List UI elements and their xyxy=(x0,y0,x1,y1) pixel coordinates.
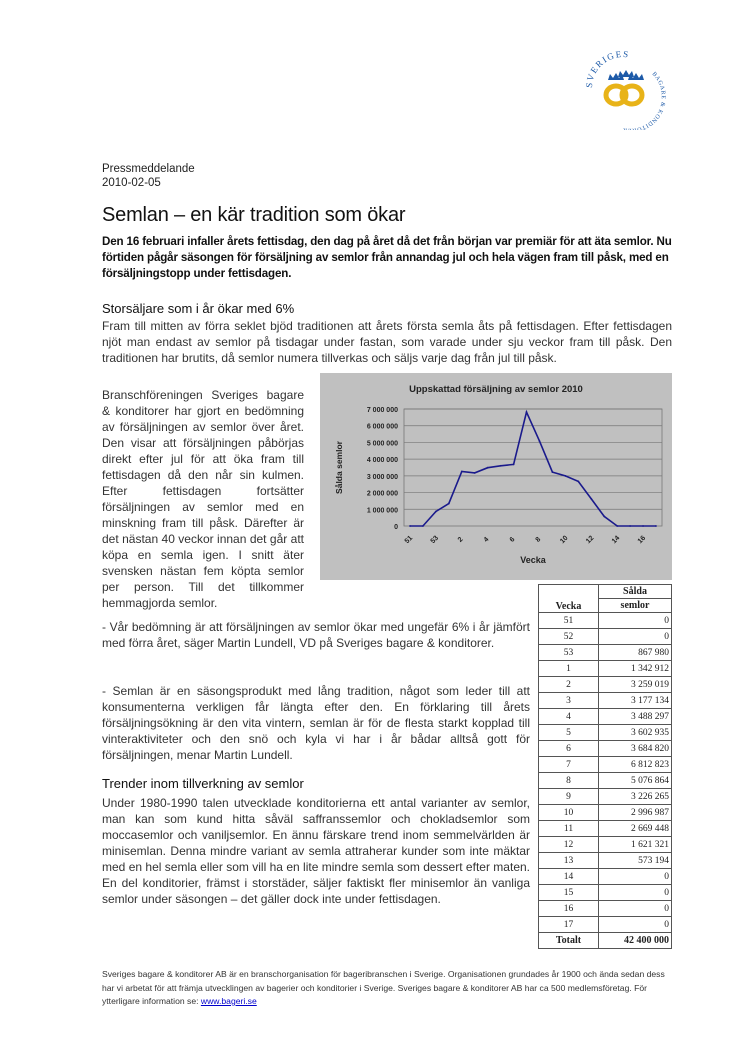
table-row xyxy=(539,837,672,853)
data-point xyxy=(435,511,437,513)
table-row xyxy=(539,869,672,885)
footer xyxy=(102,968,672,1009)
x-tick-label: 12 xyxy=(584,534,596,546)
table-row xyxy=(539,901,672,917)
y-tick-label: 0 xyxy=(394,524,398,531)
data-point xyxy=(629,525,631,527)
data-point xyxy=(552,471,554,473)
table-row xyxy=(539,645,672,661)
table-cell-week: 51 xyxy=(539,613,599,629)
data-point xyxy=(603,516,605,518)
x-tick-label: 4 xyxy=(482,536,491,544)
table-cell-week: 12 xyxy=(539,837,599,853)
table-cell-week: 1 xyxy=(539,661,599,677)
table-row xyxy=(539,613,672,629)
table-cell-value: 3 177 134 xyxy=(599,693,672,709)
table-cell-value: 0 xyxy=(599,869,672,885)
table-cell-week: 10 xyxy=(539,805,599,821)
data-point xyxy=(564,475,566,477)
trend-paragraph: Under 1980-1990 talen utvecklade konditorierna ett antal varianter av semlor, man kan som kund hitta såväl saffranssemlor och chokladsemlor som moccasemlor och vaniljsemlor. En ännu färskare trend inom semmelvärlden är minisemlan. Denna mindre variant av semla attraherar kunder som inte mäktar med en hel semla eller som vill ha en lite mindre semla som dessert efter maten. En del konditorier, främst i storstäder, säljer faktiskt fler minisemlor än vanliga semlor under säsongen – det gäller dock inte under fettisdagen. xyxy=(102,796,530,906)
table-cell-week: 2 xyxy=(539,677,599,693)
table-row xyxy=(539,789,672,805)
lead-paragraph: Den 16 februari infaller årets fettisdag, den dag på året då det från början var premiär för att äta semlor. Nu förtiden pågår säsongen för försäljning av semlor från annandag jul och hela vägen fram till påsk, med en försäljningstopp under fettisdagen. xyxy=(102,235,672,280)
table-row xyxy=(539,661,672,677)
quote-paragraph-1: - Vår bedömning är att försäljningen av semlor ökar med ungefär 6% i år jämfört med förra året, säger Martin Lundell, VD på Sveriges bagare & konditorer. xyxy=(102,620,530,650)
table-cell-week: 14 xyxy=(539,869,599,885)
table-total-label: Totalt xyxy=(539,933,599,949)
y-tick-label: 2 000 000 xyxy=(366,490,398,498)
data-point xyxy=(513,464,515,466)
table-cell-value: 1 621 321 xyxy=(599,837,672,853)
intro-paragraph: Fram till mitten av förra seklet bjöd traditionen att årets första semla åts på fettisdagen. Efter fettisdagen njöt man endast av semlor på tisdagar under fastan, som varade under sju veckor fram till påsk. Den traditionen har brutits, då semlor numera tillverkas och säljs varje dag från jul till påsk. xyxy=(102,319,672,365)
x-tick-label: 53 xyxy=(429,534,441,546)
x-tick-label: 2 xyxy=(456,536,465,544)
table-cell-value: 3 488 297 xyxy=(599,709,672,725)
logo-emblem xyxy=(578,40,668,130)
x-axis-label: Vecka xyxy=(520,555,546,565)
table-cell-week: 8 xyxy=(539,773,599,789)
data-point xyxy=(577,480,579,482)
y-axis-label: Sålda semlor xyxy=(334,441,344,494)
table-cell-value: 0 xyxy=(599,629,672,645)
table-row xyxy=(539,853,672,869)
svg-text:BAGARE & KONDITORER xyxy=(622,71,666,130)
press-date: 2010-02-05 xyxy=(102,177,161,189)
data-point xyxy=(474,472,476,474)
sales-chart-svg xyxy=(320,373,672,580)
table-cell-value: 6 812 823 xyxy=(599,757,672,773)
table-row xyxy=(539,693,672,709)
table-cell-week: 3 xyxy=(539,693,599,709)
table-cell-week: 9 xyxy=(539,789,599,805)
table-row xyxy=(539,629,672,645)
table-row xyxy=(539,917,672,933)
table-cell-value: 3 602 935 xyxy=(599,725,672,741)
table-cell-value: 1 342 912 xyxy=(599,661,672,677)
y-tick-label: 4 000 000 xyxy=(366,457,398,465)
data-point xyxy=(409,525,411,527)
data-point xyxy=(642,525,644,527)
table-row xyxy=(539,805,672,821)
table-total-value: 42 400 000 xyxy=(599,933,672,949)
table-cell-value: 0 xyxy=(599,917,672,933)
table-row xyxy=(539,725,672,741)
quote-paragraph-2: - Semlan är en säsongsprodukt med lång tradition, något som leder till att konsumenterna verkligen får längta efter den. En förklaring till årets försäljningsökning är den vita vintern, semlan är för de flesta starkt kopplad till vinteraktiviteter och den snö och kyla vi har i år bådar alltså gott för försäljningen, menar Martin Lundell. xyxy=(102,684,530,762)
table-cell-value: 2 996 987 xyxy=(599,805,672,821)
table-cell-value: 867 980 xyxy=(599,645,672,661)
chart-title: Uppskattad försäljning av semlor 2010 xyxy=(409,384,583,395)
table-cell-week: 7 xyxy=(539,757,599,773)
table-row xyxy=(539,677,672,693)
table-row xyxy=(539,885,672,901)
footer-link[interactable]: www.bageri.se xyxy=(200,996,257,1006)
x-tick-label: 51 xyxy=(403,534,415,546)
table-cell-week: 16 xyxy=(539,901,599,917)
table-cell-week: 52 xyxy=(539,629,599,645)
table-cell-week: 6 xyxy=(539,741,599,757)
table-header-week: Vecka xyxy=(539,585,599,613)
table-cell-week: 13 xyxy=(539,853,599,869)
table-row xyxy=(539,709,672,725)
table-cell-value: 3 226 265 xyxy=(599,789,672,805)
data-point xyxy=(616,525,618,527)
table-cell-value: 0 xyxy=(599,885,672,901)
logo-ring-text-bottom: BAGARE & KONDITORER xyxy=(622,71,666,130)
y-tick-label: 3 000 000 xyxy=(366,473,398,481)
data-point xyxy=(422,525,424,527)
organization-logo xyxy=(578,40,668,130)
data-point xyxy=(539,440,541,442)
data-point xyxy=(590,498,592,500)
page-title: Semlan – en kär tradition som ökar xyxy=(102,204,406,226)
x-tick-label: 14 xyxy=(610,534,622,546)
table-cell-week: 53 xyxy=(539,645,599,661)
x-tick-label: 8 xyxy=(534,536,543,544)
section-heading-trend: Trender inom tillverkning av semlor xyxy=(102,776,304,791)
data-point xyxy=(526,411,528,413)
data-point xyxy=(487,467,489,469)
data-point xyxy=(655,525,657,527)
table-cell-value: 0 xyxy=(599,613,672,629)
x-tick-label: 16 xyxy=(636,534,648,546)
table-cell-value: 2 669 448 xyxy=(599,821,672,837)
table-row xyxy=(539,741,672,757)
logo-ring-text-top: SVERIGES xyxy=(583,48,631,89)
table-cell-week: 17 xyxy=(539,917,599,933)
table-cell-week: 11 xyxy=(539,821,599,837)
sales-table xyxy=(538,584,672,949)
svg-text:SVERIGES xyxy=(584,49,630,88)
table-cell-value: 3 259 019 xyxy=(599,677,672,693)
press-header xyxy=(102,162,195,190)
y-tick-label: 5 000 000 xyxy=(366,440,398,448)
table-cell-value: 0 xyxy=(599,901,672,917)
data-point xyxy=(461,471,463,473)
x-tick-label: 10 xyxy=(559,534,570,546)
y-tick-label: 7 000 000 xyxy=(366,407,398,414)
table-body xyxy=(539,613,672,949)
table-cell-week: 5 xyxy=(539,725,599,741)
footer-text: Sveriges bagare & konditorer AB är en branschorganisation för bageribranschen i Sverige. Organisationen grundades år 1900 och ända sedan dess har vi arbetat för att främja utvecklingen av bagerier och konditorier i Sverige. Sveriges bagare & konditorer AB har ca 500 medlemsföretag. För ytterligare information se: xyxy=(102,969,665,1006)
table-cell-value: 3 684 820 xyxy=(599,741,672,757)
table-row xyxy=(539,821,672,837)
table-cell-value: 5 076 864 xyxy=(599,773,672,789)
x-tick-label: 6 xyxy=(508,536,517,544)
table-header-sold-line1: Sålda xyxy=(599,585,672,599)
y-tick-label: 1 000 000 xyxy=(366,507,398,515)
data-point xyxy=(448,503,450,505)
table-cell-value: 573 194 xyxy=(599,853,672,869)
crown-icon xyxy=(608,70,644,80)
press-label: Pressmeddelande xyxy=(102,163,195,175)
pretzel-icon xyxy=(606,86,642,104)
table-cell-week: 4 xyxy=(539,709,599,725)
table-header-sold-line2: semlor xyxy=(599,599,672,613)
sales-chart xyxy=(320,373,672,580)
table-cell-week: 15 xyxy=(539,885,599,901)
data-point xyxy=(500,465,502,467)
y-tick-label: 6 000 000 xyxy=(366,423,398,431)
branch-paragraph: Branschföreningen Sveriges bagare & konditorer har gjort en bedömning av försäljningen av semlor över året. Den visar att försäljningen påbörjas direkt efter jul för att öka fram till fettisdagen då den når sin kulmen. Efter fettisdagen fortsätter försäljningen av semlor med en minskning fram till påsk. Därefter är det nästan 40 veckor innan det går att köpa en semla igen. I snitt äter svensken nästan fem köpta semlor per person. Till det tillkommer hemmagjorda semlor. xyxy=(102,388,304,610)
table-row xyxy=(539,773,672,789)
section-heading-sales: Storsäljare som i år ökar med 6% xyxy=(102,301,295,316)
table-total-row xyxy=(539,933,672,949)
table-row xyxy=(539,757,672,773)
